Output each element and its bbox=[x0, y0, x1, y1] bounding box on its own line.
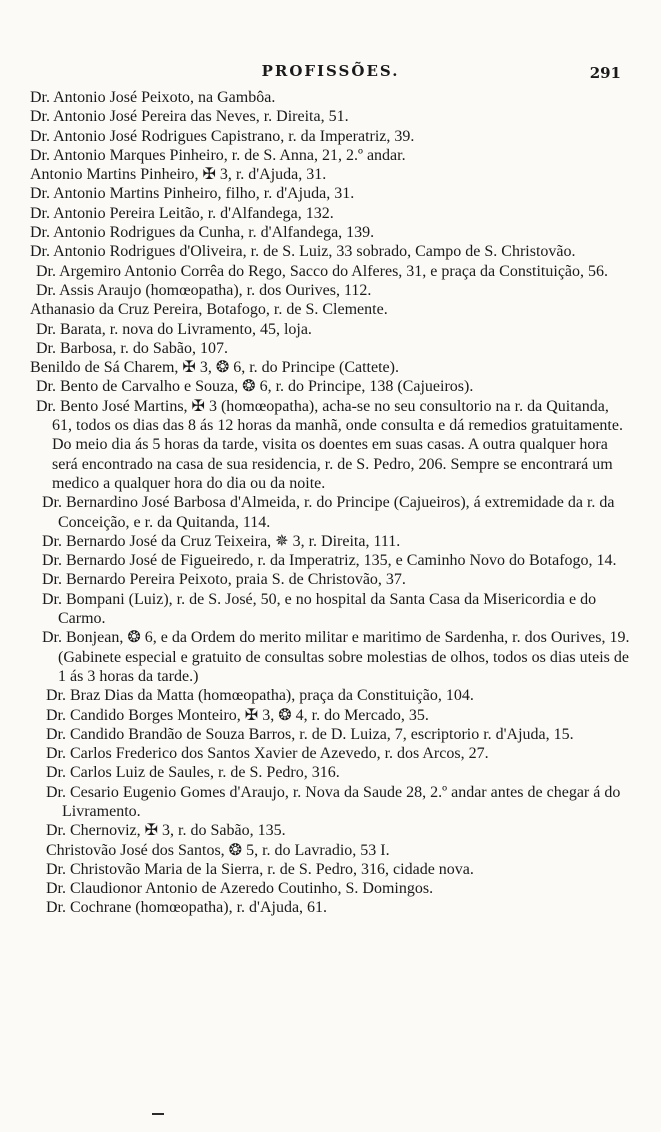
directory-entry: Christovão José dos Santos, ❂ 5, r. do Lavradio, 53 I. bbox=[46, 841, 390, 859]
directory-entry: Dr. Antonio José Pereira das Neves, r. Direita, 51. bbox=[30, 108, 349, 126]
directory-entry: Dr. Cesario Eugenio Gomes d'Araujo, r. Nova da Saude 28, 2.º andar antes de chegar á do Livramento. bbox=[46, 783, 621, 820]
directory-entry: Dr. Bernardo José da Cruz Teixeira, ✵ 3, r. Direita, 111. bbox=[42, 532, 401, 550]
directory-entry: Dr. Christovão Maria de la Sierra, r. de S. Pedro, 316, cidade nova. bbox=[46, 860, 474, 878]
directory-entry: Dr. Chernoviz, ✠ 3, r. do Sabão, 135. bbox=[46, 822, 286, 840]
directory-entry: Dr. Antonio Marques Pinheiro, r. de S. Anna, 21, 2.º andar. bbox=[30, 146, 406, 164]
directory-entry: Dr. Bernardo Pereira Peixoto, praia S. de Christovão, 37. bbox=[42, 571, 406, 589]
directory-entry: Dr. Bompani (Luiz), r. de S. José, 50, e no hospital da Santa Casa da Misericordia e do Carmo. bbox=[42, 590, 597, 628]
directory-entry: Dr. Bernardino José Barbosa d'Almeida, r. do Principe (Cajueiros), á extremidade da r. da Conceição, e r. da Quitanda, 114. bbox=[42, 494, 615, 531]
directory-entry: Dr. Bonjean, ❂ 6, e da Ordem do merito militar e maritimo de Sardenha, r. dos Ourives, 19. (Gabinete especial e gratuito de consultas sobre molestias de olhos, todos os dias uteis de 1 ás 3 horas da tarde.) bbox=[42, 629, 630, 685]
directory-entry: Dr. Barata, r. nova do Livramento, 45, loja. bbox=[36, 320, 312, 338]
page-header bbox=[0, 62, 661, 86]
directory-entry: Dr. Candido Borges Monteiro, ✠ 3, ❂ 4, r. do Mercado, 35. bbox=[46, 706, 429, 724]
directory-entry: Dr. Assis Araujo (homœopatha), r. dos Ourives, 112. bbox=[36, 281, 372, 299]
directory-entry: Dr. Antonio Pereira Leitão, r. d'Alfandega, 132. bbox=[30, 204, 334, 222]
directory-entry: Athanasio da Cruz Pereira, Botafogo, r. de S. Clemente. bbox=[30, 301, 388, 319]
directory-list bbox=[30, 88, 630, 918]
footer-dash bbox=[152, 1113, 164, 1115]
directory-entry: Dr. Cochrane (homœopatha), r. d'Ajuda, 61. bbox=[46, 899, 328, 917]
directory-entry: Dr. Antonio José Rodrigues Capistrano, r. da Imperatriz, 39. bbox=[30, 127, 415, 145]
directory-entry: Dr. Antonio Rodrigues da Cunha, r. d'Alfandega, 139. bbox=[30, 224, 375, 242]
running-head: PROFISSÕES. bbox=[261, 62, 400, 80]
directory-entry: Benildo de Sá Charem, ✠ 3, ❂ 6, r. do Principe (Cattete). bbox=[30, 359, 399, 377]
directory-entry: Dr. Bento de Carvalho e Souza, ❂ 6, r. do Principe, 138 (Cajueiros). bbox=[36, 378, 474, 396]
directory-entry: Dr. Antonio Martins Pinheiro, filho, r. d'Ajuda, 31. bbox=[30, 185, 355, 203]
directory-entry: Dr. Argemiro Antonio Corrêa do Rego, Sacco do Alferes, 31, e praça da Constituição, 56. bbox=[36, 262, 609, 280]
directory-entry: Dr. Bernardo José de Figueiredo, r. da Imperatriz, 135, e Caminho Novo do Botafogo, 14. bbox=[42, 552, 617, 570]
directory-entry: Dr. Carlos Frederico dos Santos Xavier de Azevedo, r. dos Arcos, 27. bbox=[46, 745, 489, 763]
directory-entry: Dr. Carlos Luiz de Saules, r. de S. Pedro, 316. bbox=[46, 764, 340, 782]
directory-entry: Dr. Candido Brandão de Souza Barros, r. de D. Luiza, 7, escriptorio r. d'Ajuda, 15. bbox=[46, 725, 574, 743]
page-number: 291 bbox=[589, 64, 621, 82]
directory-entry: Dr. Claudionor Antonio de Azeredo Coutinho, S. Domingos. bbox=[46, 880, 434, 898]
directory-entry: Dr. Bento José Martins, ✠ 3 (homœopatha), acha-se no seu consultorio na r. da Quitanda, 61, todos os dias das 8 ás 12 horas da manhã, onde consulta e dá remedios gratuitamente. Do meio dia ás 5 horas da tarde, visita os doentes em suas casas. A outra qualquer hora será encontrado na casa de sua residencia, r. de S. Pedro, 206. Sempre se encontrará um medico a qualquer hora do dia ou da noite. bbox=[36, 397, 623, 492]
directory-entry: Dr. Barbosa, r. do Sabão, 107. bbox=[36, 339, 228, 357]
directory-entry: Dr. Braz Dias da Matta (homœopatha), praça da Constituição, 104. bbox=[46, 687, 474, 705]
directory-entry: Dr. Antonio Rodrigues d'Oliveira, r. de S. Luiz, 33 sobrado, Campo de S. Christovão. bbox=[30, 243, 576, 261]
directory-entry: Antonio Martins Pinheiro, ✠ 3, r. d'Ajuda, 31. bbox=[30, 166, 327, 184]
directory-entry: Dr. Antonio José Peixoto, na Gambôa. bbox=[30, 89, 276, 106]
